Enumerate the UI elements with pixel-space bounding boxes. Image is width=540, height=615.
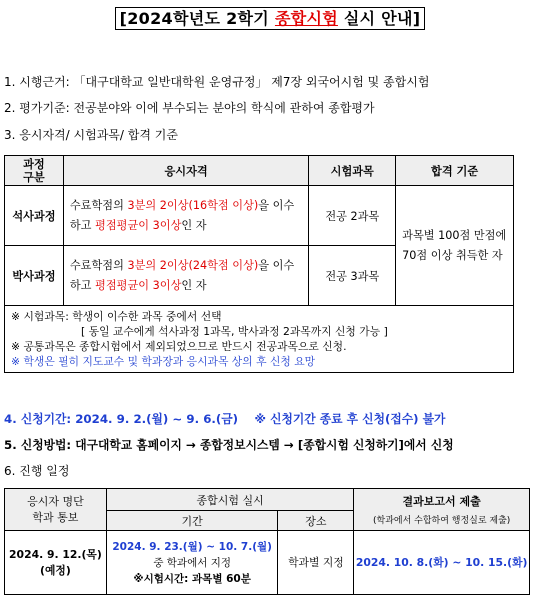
title-highlight: 종합시험 xyxy=(274,9,338,28)
elig-text: 을 이수하고 xyxy=(69,258,295,292)
elig-text: 인 자 xyxy=(181,218,207,232)
item-number: 3. xyxy=(4,128,16,142)
pass-criteria: 과목별 100점 만점에 70점 이상 취득한 자 xyxy=(396,186,514,306)
elig-highlight: 평점평균이 3이상 xyxy=(95,218,182,232)
title-box xyxy=(115,7,426,30)
elig-highlight: 3분의 2이상(16학점 이상) xyxy=(127,198,259,212)
elig-highlight: 3분의 2이상(24학점 이상) xyxy=(127,258,259,272)
header-report-title: 결과보고서 제출 xyxy=(402,495,481,508)
header-exam: 종합시험 실시 xyxy=(106,489,353,511)
title-suffix: 실시 안내] xyxy=(337,9,421,28)
item-text: 시행근거: 「대구대학교 일반대학원 운영규정」 제7장 외국어시험 및 종합시험 xyxy=(19,75,430,89)
header-eligibility: 응시자격 xyxy=(63,156,308,186)
eligibility-master xyxy=(63,186,308,246)
item-4 xyxy=(4,410,445,427)
item-number: 2. xyxy=(4,101,16,115)
header-period: 기간 xyxy=(106,511,278,531)
elig-highlight: 평점평균이 3이상 xyxy=(95,278,182,292)
course-master: 석사과정 xyxy=(5,186,64,246)
header-notice: 응시자 명단 학과 통보 xyxy=(5,489,107,531)
notice-date: 2024. 9. 12.(목) xyxy=(9,547,102,561)
schedule-table xyxy=(4,488,530,595)
item-5 xyxy=(4,436,454,453)
table-row xyxy=(5,186,514,246)
item-text: 응시자격/ 시험과목/ 합격 기준 xyxy=(19,128,178,142)
eligibility-doctor xyxy=(63,246,308,306)
item-number: 1. xyxy=(4,75,16,89)
note-3: ※ 공통과목은 종합시험에서 제외되었으므로 반드시 전공과목으로 신청. xyxy=(11,340,347,353)
elig-text: 수료학점의 xyxy=(69,198,128,212)
item-number: 4. xyxy=(4,412,17,426)
header-criteria: 합격 기준 xyxy=(396,156,514,186)
header-subjects: 시험과목 xyxy=(309,156,396,186)
item-1 xyxy=(4,73,429,90)
note-1: ※ 시험과목: 학생이 이수한 과목 중에서 선택 xyxy=(11,310,222,323)
item-text: 신청방법: 대구대학교 홈페이지 → 종합정보시스템 → [종합시험 신청하기]에서 신청 xyxy=(20,438,454,452)
item-text: 신청기간: 2024. 9. 2.(월) ~ 9. 6.(금) xyxy=(20,412,239,426)
elig-text: 인 자 xyxy=(181,278,207,292)
item-note: ※ 신청기간 종료 후 신청(접수) 불가 xyxy=(254,412,446,426)
notice-note: (예정) xyxy=(40,563,71,577)
subjects-doctor: 전공 3과목 xyxy=(309,246,396,306)
notice-cell xyxy=(5,531,107,595)
table-header-row xyxy=(5,156,514,186)
period-cell xyxy=(106,531,278,595)
item-text: 평가기준: 전공분야와 이에 부수되는 분야의 학식에 관하여 종합평가 xyxy=(19,101,375,115)
course-doctor: 박사과정 xyxy=(5,246,64,306)
item-6 xyxy=(4,462,69,479)
header-report xyxy=(354,489,530,531)
header-place: 장소 xyxy=(278,511,354,531)
eligibility-table xyxy=(4,155,514,373)
elig-text: 을 이수하고 xyxy=(69,198,295,232)
notes-cell xyxy=(5,306,514,373)
item-2 xyxy=(4,99,375,116)
period-time: ※시험시간: 과목별 60분 xyxy=(133,572,251,585)
header-report-sub: (학과에서 수합하여 행정실로 제출) xyxy=(372,516,511,526)
note-2: [ 동일 교수에게 석사과정 1과목, 박사과정 2과목까지 신청 가능 ] xyxy=(81,325,388,338)
page-title xyxy=(0,6,540,29)
place-cell: 학과별 지정 xyxy=(278,531,354,595)
schedule-header-row xyxy=(5,489,530,511)
item-number: 6. xyxy=(4,464,16,478)
title-prefix: [2024학년도 2학기 xyxy=(119,9,275,28)
period-main: 2024. 9. 23.(월) ~ 10. 7.(월) xyxy=(112,540,272,553)
item-number: 5. xyxy=(4,438,17,452)
report-cell: 2024. 10. 8.(화) ~ 10. 15.(화) xyxy=(354,531,530,595)
elig-text: 수료학점의 xyxy=(69,258,128,272)
item-3 xyxy=(4,126,178,143)
note-4: ※ 학생은 필히 지도교수 및 학과장과 응시과목 상의 후 신청 요망 xyxy=(11,355,316,368)
notes-row xyxy=(5,306,514,373)
item-text: 진행 일정 xyxy=(19,464,70,478)
table-row xyxy=(5,531,530,595)
subjects-master: 전공 2과목 xyxy=(309,186,396,246)
period-sub: 중 학과에서 지정 xyxy=(153,556,231,569)
header-course: 과정 구분 xyxy=(5,156,64,186)
